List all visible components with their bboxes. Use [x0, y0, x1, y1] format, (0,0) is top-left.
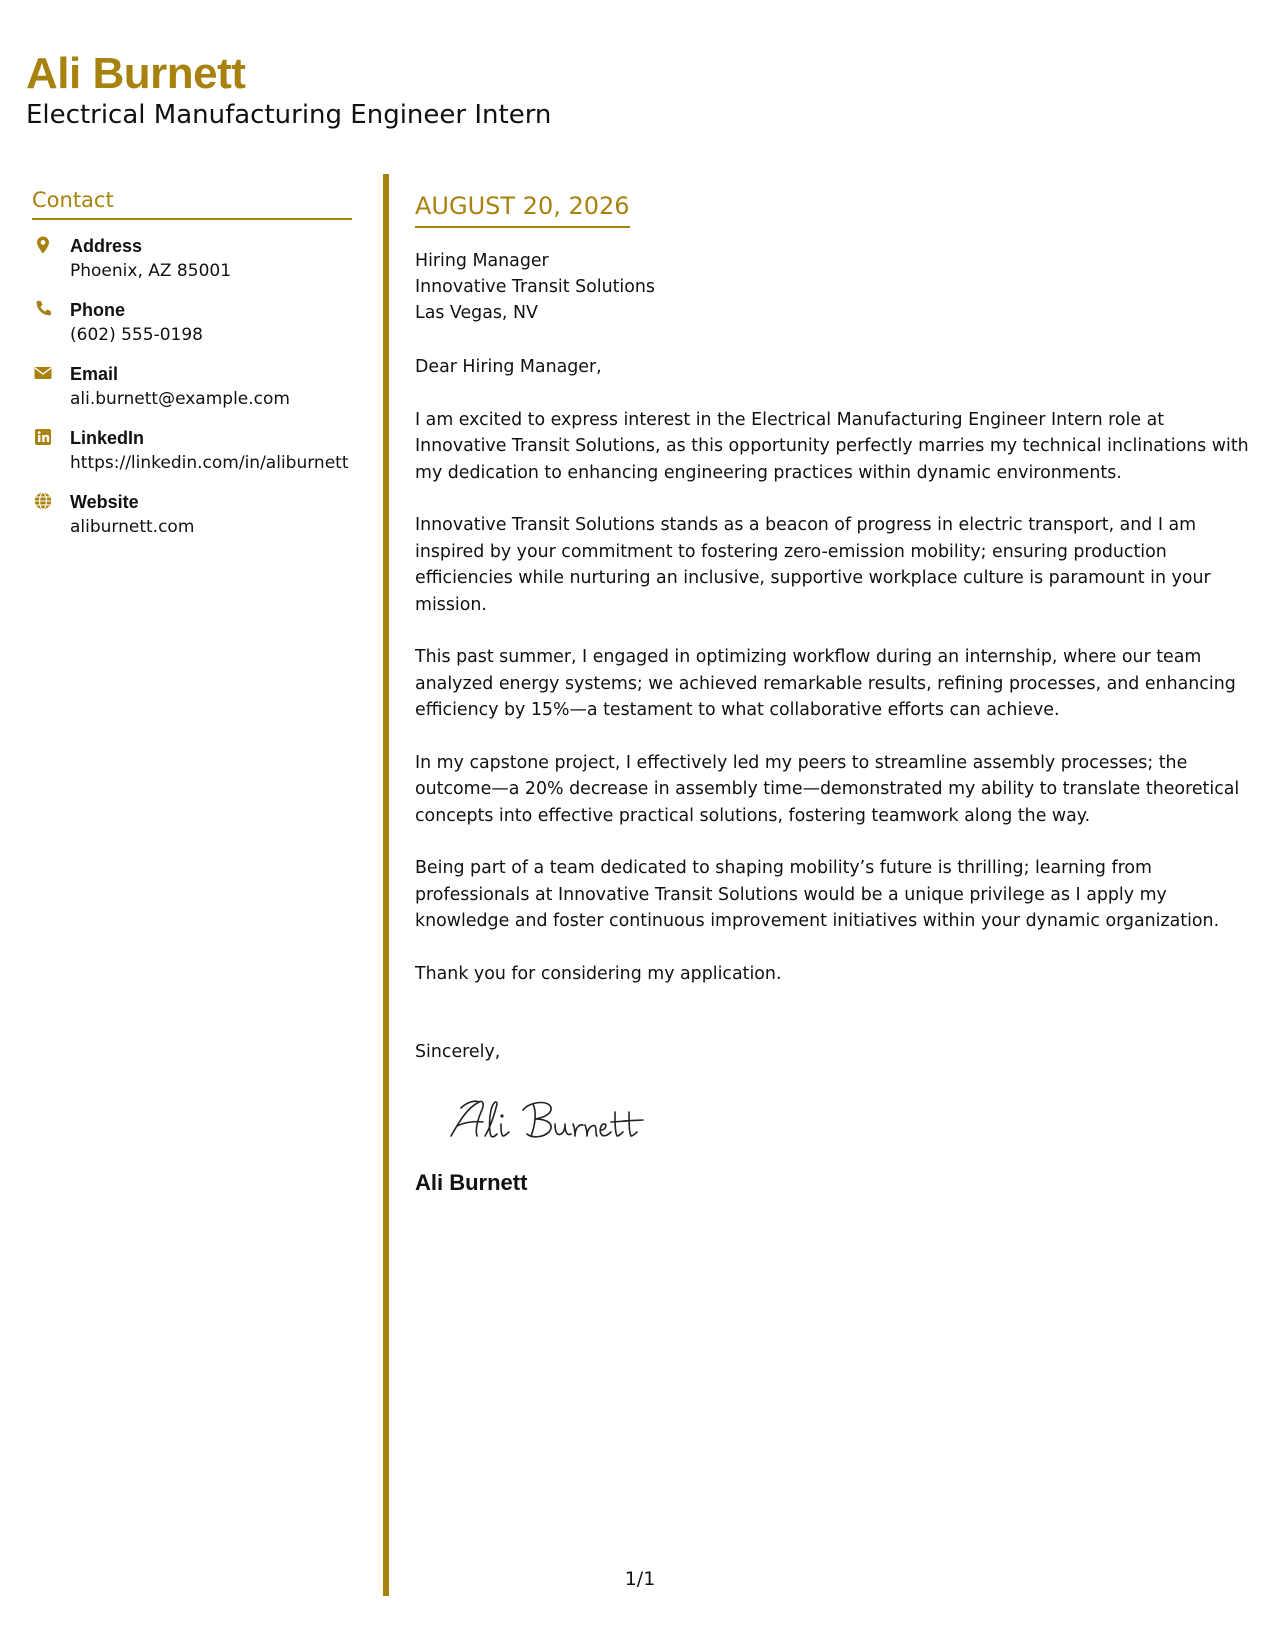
map-pin-icon	[33, 235, 53, 255]
letter-date: AUGUST 20, 2026	[415, 190, 630, 228]
linkedin-label: LinkedIn	[70, 428, 145, 448]
thanks-line: Thank you for considering my application.	[415, 963, 782, 984]
contact-item-linkedin	[32, 426, 352, 476]
signer-name: Ali Burnett	[415, 1169, 528, 1195]
body-paragraph: In my capstone project, I effectively led my peers to streamline assembly processes; the outcome—a 20% decrease in assembly time—demonstrated my ability to translate theoretical concepts into effective practical solutions, fostering teamwork along the way.	[415, 752, 1240, 826]
header	[26, 46, 551, 132]
linkedin-icon	[33, 427, 53, 447]
phone-value: (602) 555-0198	[70, 325, 203, 345]
closing: Sincerely,	[415, 1042, 501, 1062]
email-value[interactable]: ali.burnett@example.com	[70, 389, 290, 409]
handwritten-signature	[445, 1092, 685, 1148]
page-number: 1/1	[624, 1568, 656, 1590]
phone-label: Phone	[70, 300, 126, 320]
contact-item-phone	[32, 298, 352, 348]
envelope-icon	[33, 363, 53, 383]
recipient-location: Las Vegas, NV	[415, 303, 538, 323]
contact-item-website	[32, 490, 352, 540]
salutation: Dear Hiring Manager,	[415, 357, 602, 377]
recipient-title: Hiring Manager	[415, 251, 549, 271]
body-paragraph: I am excited to express interest in the Electrical Manufacturing Engineer Intern role at Innovative Transit Solutions, as this opportunity perfectly marries my technical inclinations with my dedication to enhancing engineering practices within dynamic environments.	[415, 409, 1249, 483]
website-label: Website	[70, 492, 139, 512]
website-value[interactable]: aliburnett.com	[70, 517, 195, 537]
body-paragraph: Innovative Transit Solutions stands as a beacon of progress in electric transport, and I am inspired by your commitment to fostering zero-emission mobility; ensuring production efficiencies while nurturing an inclusive, supportive workplace culture is paramount in your mission.	[415, 515, 1211, 615]
linkedin-value[interactable]: https://linkedin.com/in/aliburnett	[70, 453, 349, 473]
address-value: Phoenix, AZ 85001	[70, 261, 232, 281]
globe-icon	[33, 491, 53, 511]
body-paragraph: This past summer, I engaged in optimizing workflow during an internship, where our team analyzed energy systems; we achieved remarkable results, refining processes, and enhancing efficiency by 15%—a testament to what collaborative efforts can achieve.	[415, 647, 1236, 720]
email-label: Email	[70, 364, 119, 384]
recipient-block	[415, 248, 1250, 326]
contact-heading: Contact	[32, 186, 352, 220]
recipient-company: Innovative Transit Solutions	[415, 277, 655, 297]
letter-body	[415, 190, 1250, 1198]
phone-icon	[33, 299, 53, 319]
contact-item-email	[32, 362, 352, 412]
contact-item-address	[32, 234, 352, 284]
column-divider	[383, 174, 389, 1596]
contact-sidebar	[32, 186, 352, 540]
applicant-name: Ali Burnett	[26, 49, 246, 98]
address-label: Address	[70, 236, 143, 256]
body-paragraph: Being part of a team dedicated to shaping mobility’s future is thrilling; learning from professionals at Innovative Transit Solutions would be a unique privilege as I apply my knowledge and foster continuous improvement initiatives within your dynamic organization.	[415, 858, 1220, 931]
job-title: Electrical Manufacturing Engineer Intern	[26, 100, 552, 130]
